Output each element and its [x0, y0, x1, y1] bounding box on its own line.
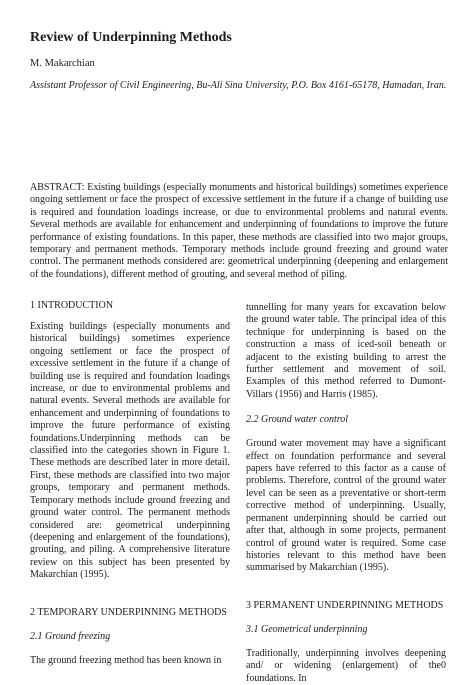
section-heading-introduction: 1 INTRODUCTION — [30, 300, 114, 311]
ground-water-control-text: Ground water movement may have a significant effect on foundation performance and several papers have referred to this factor as a cause of problems. Therefore, control of the ground water level can be seen as a preventative or short-term corrective method of underpinning. Usually, permanent underpinning should be carried out after that, although in some projects, permanent control of ground water is required. Some case histories relevant to this method have been summarised by Makarchian (1995). — [246, 438, 446, 574]
subsection-heading-ground-water-control: 2.2 Ground water control — [246, 414, 349, 426]
section-heading-permanent-methods: 3 PERMANENT UNDERPINNING METHODS — [246, 599, 444, 611]
paper-title: Review of Underpinning Methods — [30, 30, 232, 45]
subsection-heading-ground-freezing: 2.1 Ground freezing — [30, 630, 111, 642]
subsection-heading-geometrical-underpinning: 3.1 Geometrical underpinning — [246, 623, 368, 635]
ground-freezing-text: The ground freezing method has been known in — [30, 654, 222, 666]
introduction-text: Existing buildings (especially monuments and historical buildings) sometimes experience ongoing settlement or face the prospect of excessive settlement in the future if a change of building use is required and foundation loadings increase, or due to environmental problems and natural events. Several methods are available for enhancement and underpinning of foundations to improve the future performance of existing foundations.Underpinning methods can be classified into the categories shown in Figure 1. These methods are described later in more detail. First, these methods are classified into two major groups, temporary and permanent methods. Temporary methods include ground freezing and ground water control. The permanent methods considered are: geometrical underpinning (deepening and enlargement of the foundations), grouting, and piling. A comprehensive literature review on this subject has been presented by Makarchian (1995). — [30, 321, 230, 581]
abstract: ABSTRACT: Existing buildings (especially monuments and historical buildings) sometimes experience ongoing settlement or face the prospect of excessive settlement in the future if a change of building use is required and foundation loadings increase, or due to environmental problems and natural events. Several methods are available for enhancement and underpinning of foundations to improve the future performance of existing foundations. In this paper, these methods are classified into two major groups, temporary and permanent methods. Temporary methods include ground freezing and ground water control. The permanent methods considered are: geometrical underpinning (deepening and enlargement of the foundations), different method of grouting, and several method of piling. — [30, 182, 448, 280]
right-column — [246, 302, 446, 685]
author-affiliation: Assistant Professor of Civil Engineering, Bu-Ali Sina University, P.O. Box 4161-65178, Hamadan, Iran. — [30, 80, 447, 91]
left-column — [30, 300, 230, 667]
section-heading-temporary-methods: 2 TEMPORARY UNDERPINNING METHODS — [30, 606, 227, 618]
author-name: M. Makarchian — [30, 58, 95, 69]
geometrical-underpinning-text: Traditionally, underpinning involves deepening and/ or widening (enlargement) of the0 foundations. In — [246, 647, 446, 684]
ground-freezing-text-continued: tunnelling for many years for excavation below the ground water table. The principal idea of this technique for underpinning is based on the construction a mass of iced-soil beneath or adjacent to the existing building to arrest the further settlement and movement of soil. Examples of this method referred to Dumont-Villars (1956) and Harris (1985). — [246, 302, 446, 400]
